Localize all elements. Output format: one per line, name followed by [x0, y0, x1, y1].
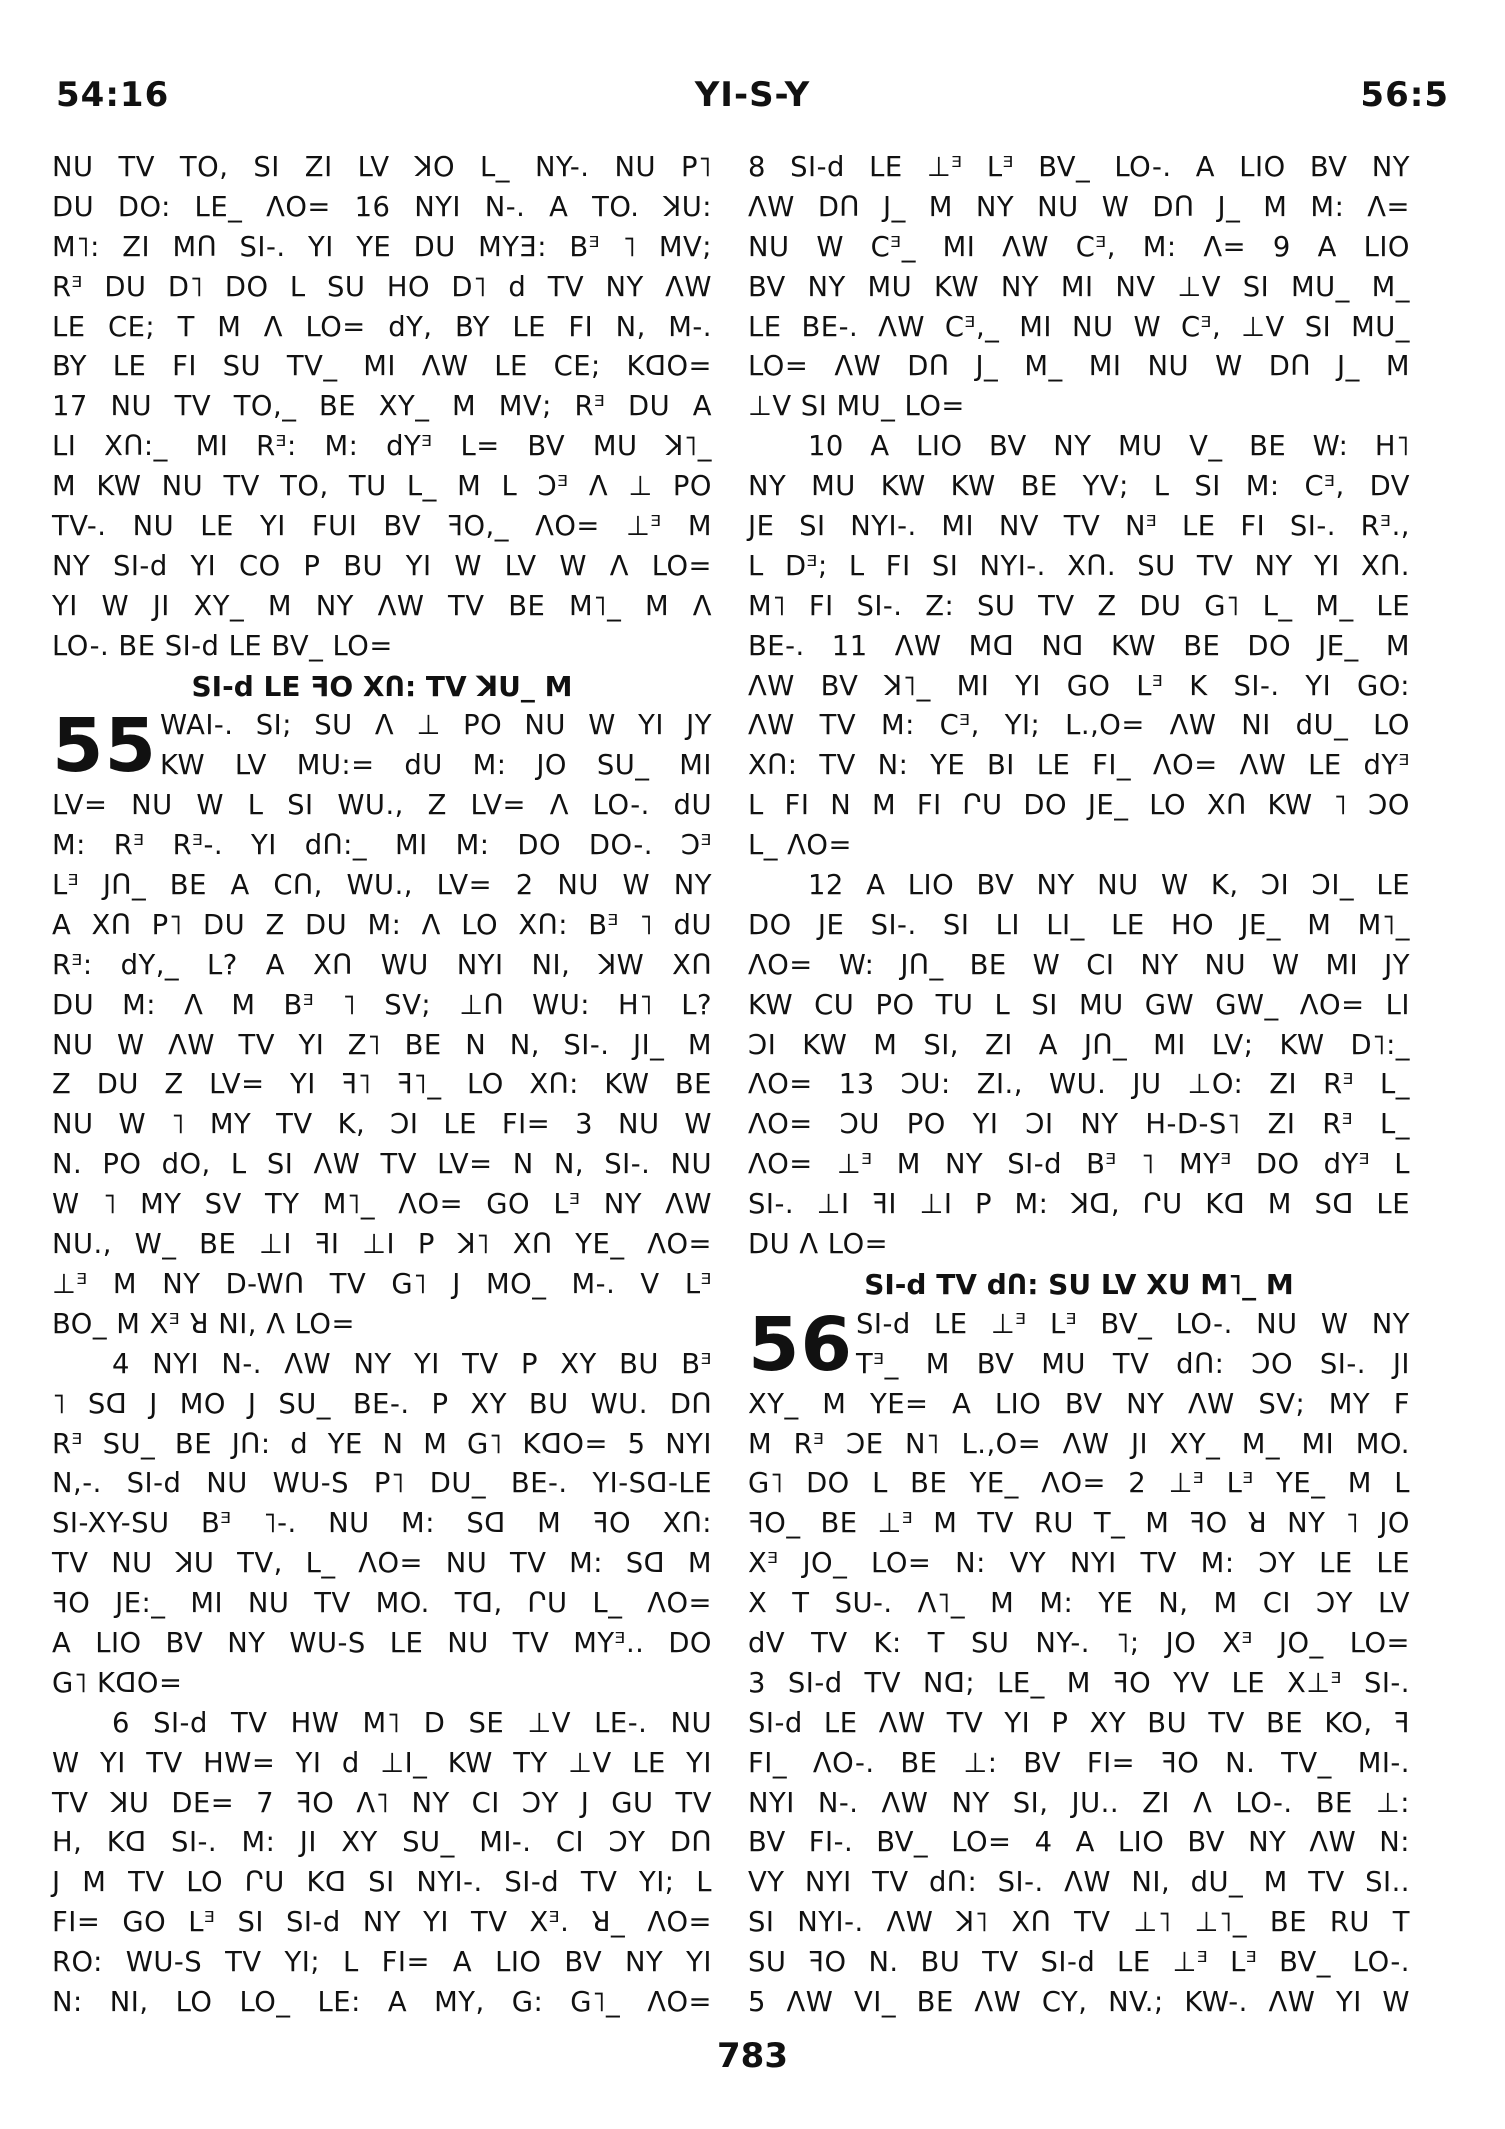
text-line: N: NI, LO LO_ LE: A MY, G: G˥_ ΛO= [52, 1986, 712, 2018]
text-line: M: Rᴲ Rᴲ-. YI dՈ:_ MI M: DO DO-. ꓛᴲ [52, 830, 712, 862]
text-line: BO_ M Xᴲ ꓤ NI, Λ LO= [52, 1308, 355, 1340]
text-line: M KW NU TV TO, TU L_ M L ꓛᴲ Λ ⊥ PO [52, 471, 712, 503]
text-line: L Dᴲ; L FI SI NYI-. XՈ. SU TV NY YI XՈ. [748, 550, 1410, 582]
text-line: Z DU Z LV= YI ꟻ˥ ꟻ˥_ LO XՈ: KW BE [52, 1069, 712, 1101]
text-line: BY LE FI SU TV_ MI ΛW LE CE; KꓷO= [52, 351, 712, 383]
text-line: M˥ FI SI-. Z: SU TV Z DU G˥ L_ M_ LE [748, 590, 1410, 622]
text-line: L_ ΛO= [748, 830, 852, 862]
text-line: NY MU KW KW BE YV; L SI M: Cᴲ, DV [748, 471, 1410, 503]
text-line: BE-. 11 ΛW Mꓷ Nꓷ KW BE DO JE_ M [748, 630, 1410, 662]
text-line: ΛO= ꓛU PO YI ꓛI NY H-D-S˥ ZI Rᴲ L_ [748, 1109, 1410, 1141]
text-line: 10 A LIO BV NY MU V_ BE W: H˥ [808, 431, 1410, 463]
text-line: LE BE-. ΛW Cᴲ,_ MI NU W Cᴲ, ⊥V SI MU_ [748, 311, 1410, 343]
header-verse-start: 54:16 [56, 75, 170, 115]
chapter-56-heading: SI-d TV dՈ: SU LV XU M˥_ M [864, 1267, 1294, 1301]
text-line: SI NYI-. ΛW ꓘ˥ XՈ TV ⊥˥ ⊥˥_ BE RU T [748, 1907, 1410, 1939]
right-text-block-b [748, 1385, 1410, 2023]
text-line: ꟻO JE:_ MI NU TV MO. Tꓷ, ՐU L_ ΛO= [52, 1588, 712, 1620]
text-line: XY_ M YE= A LIO BV NY ΛW SV; MY F [748, 1388, 1410, 1420]
text-line: LO-. BE SI-d LE BV_ LO= [52, 630, 393, 662]
text-line: ˥ Sꓷ J MO J SU_ BE-. P XY BU WU. DՈ [52, 1388, 712, 1420]
text-line: 5 ΛW VI_ BE ΛW CY, NV.; KW-. ΛW YI W [748, 1986, 1410, 2018]
text-line: W YI TV HW= YI d ⊥I_ KW TY ⊥V LE YI [52, 1747, 712, 1779]
text-line: JE SI NYI-. MI NV TV Nᴲ LE FI SI-. Rᴲ., [748, 511, 1410, 543]
text-line: NU W Cᴲ_ MI ΛW Cᴲ, M: Λ= 9 A LIO [748, 231, 1410, 263]
page-number: 783 [717, 2036, 788, 2076]
text-line: A XՈ P˥ DU Z DU M: Λ LO XՈ: Bᴲ ˥ dU [52, 909, 712, 941]
text-line: FI_ ΛO-. BE ⊥: BV FI= ꟻO N. TV_ MI-. [748, 1747, 1410, 1779]
text-line: NU W ΛW TV YI Z˥ BE N N, SI-. JI_ M [52, 1029, 712, 1061]
text-line: ΛW BV ꓘ˥_ MI YI GO Lᴲ K SI-. YI GO: [748, 670, 1410, 702]
text-line: DO JE SI-. SI LI LI_ LE HO JE_ M M˥_ [748, 909, 1410, 941]
text-line: BV FI-. BV_ LO= 4 A LIO BV NY ΛW N: [748, 1827, 1410, 1859]
text-line: Rᴲ SU_ BE JՈ: d YE N M G˥ KꓷO= 5 NYI [52, 1428, 712, 1460]
chapter-55-heading: SI-d LE ꟻO XՈ: TV ꓘU_ M [191, 669, 573, 703]
text-line: SI-XY-SU Bᴲ ˥-. NU M: Sꓷ M ꟻO XՈ: [52, 1508, 712, 1540]
text-line: W ˥ MY SV TY M˥_ ΛO= GO Lᴲ NY ΛW [52, 1189, 712, 1221]
text-line: X T SU-. Λ˥_ M M: YE N, M CI ꓛY LV [748, 1588, 1410, 1620]
right-column [748, 148, 1410, 2023]
text-line: Rᴲ: dY,_ L? A XՈ WU NYI NI, ꓘW XՈ [52, 949, 712, 981]
text-line: H, Kꓷ SI-. M: JI XY SU_ MI-. CI ꓛY DՈ [52, 1827, 712, 1859]
text-line: YI W JI XY_ M NY ΛW TV BE M˥_ M Λ [52, 590, 712, 622]
text-line: LV= NU W L SI WU., Z LV= Λ LO-. dU [52, 790, 712, 822]
text-line: LO= ΛW DՈ J_ M_ MI NU W DՈ J_ M [748, 351, 1410, 383]
left-text-block-b [52, 786, 712, 2023]
text-line: dV TV K: T SU NY-. ˥; JO Xᴲ JO_ LO= [748, 1627, 1410, 1659]
text-line: ⊥ᴲ M NY D-WՈ TV G˥ J MO_ M-. V Lᴲ [52, 1268, 712, 1300]
text-line: RO: WU-S TV YI; L FI= A LIO BV NY YI [52, 1947, 712, 1979]
left-text-block-a [52, 148, 712, 667]
text-line: VY NYI TV dՈ: SI-. ΛW NI, dU_ M TV SI.. [748, 1867, 1410, 1899]
text-line: LI XՈ:_ MI Rᴲ: M: dYᴲ L= BV MU ꓘ˥_ [52, 431, 712, 463]
chapter-56-opening [748, 1301, 1410, 1388]
text-line: ꓛI KW M SI, ZI A JՈ_ MI LV; KW D˥:_ [748, 1029, 1410, 1061]
header-book-title: YI-S-Y [694, 75, 811, 115]
text-line: KW LV MU:= dU M: JO SU_ MI [160, 750, 712, 782]
text-line: ΛO= 13 ꓛU: ZI., WU. JU ⊥O: ZI Rᴲ L_ [748, 1069, 1410, 1101]
running-header [56, 75, 1449, 125]
text-line: NU., W_ BE ⊥I ꟻI ⊥I P ꓘ˥ XՈ YE_ ΛO= [52, 1229, 712, 1261]
text-line: J M TV LO ՐU Kꓷ SI NYI-. SI-d TV YI; L [52, 1867, 712, 1899]
text-line: DU DO: LE_ ΛO= 16 NYI N-. A TO. ꓘU: [52, 191, 712, 223]
text-line: ⊥V SI MU_ LO= [748, 391, 965, 423]
text-line: Tᴲ_ M BV MU TV dՈ: ꓛO SI-. JI [856, 1348, 1410, 1380]
text-line: ΛO= W: JՈ_ BE W CI NY NU W MI JY [748, 949, 1410, 981]
text-line: FI= GO Lᴲ SI SI-d NY YI TV Xᴲ. ꓤ_ ΛO= [52, 1907, 712, 1939]
text-line: NU W ˥ MY TV K, ꓛI LE FI= 3 NU W [52, 1109, 712, 1141]
text-line: SU ꟻO N. BU TV SI-d LE ⊥ᴲ Lᴲ BV_ LO-. [748, 1947, 1410, 1979]
chapter-55-opening [52, 703, 712, 790]
text-line: LE CE; T M Λ LO= dY, BY LE FI N, M-. [52, 311, 712, 343]
text-line: NU TV TO, SI ZI LV ꓘO L_ NY-. NU P˥ [52, 152, 712, 183]
text-line: ΛO= ⊥ᴲ M NY SI-d Bᴲ ˥ MYᴲ DO dYᴲ L [748, 1149, 1410, 1181]
header-verse-end: 56:5 [1360, 75, 1449, 115]
text-line: KW CU PO TU L SI MU GW GW_ ΛO= LI [748, 989, 1410, 1021]
text-line: TV NU ꓘU TV, L_ ΛO= NU TV M: Sꓷ M [52, 1548, 712, 1580]
text-line: L FI N M FI ՐU DO JE_ LO XՈ KW ˥ ꓛO [748, 790, 1410, 822]
text-line: A LIO BV NY WU-S LE NU TV MYᴲ.. DO [52, 1627, 712, 1659]
text-line: 12 A LIO BV NY NU W K, ꓛI ꓛI_ LE [808, 870, 1410, 902]
right-text-block-a [748, 148, 1410, 1265]
text-line: ꟻO_ BE ⊥ᴲ M TV RU T_ M ꟻO ꓤ NY ˥ JO [748, 1508, 1410, 1540]
text-line: NY SI-d YI CO P BU YI W LV W Λ LO= [52, 550, 712, 582]
text-line: SI-d LE ⊥ᴲ Lᴲ BV_ LO-. NU W NY [856, 1308, 1410, 1340]
text-line: 6 SI-d TV HW M˥ D SE ⊥V LE-. NU [112, 1707, 712, 1739]
text-line: 3 SI-d TV Nꓷ; LE_ M ꟻO YV LE X⊥ᴲ SI-. [748, 1667, 1410, 1699]
text-line: G˥ DO L BE YE_ ΛO= 2 ⊥ᴲ Lᴲ YE_ M L [748, 1468, 1410, 1500]
text-line: Rᴲ DU D˥ DO L SU HO D˥ d TV NY ΛW [52, 271, 712, 303]
text-line: 4 NYI N-. ΛW NY YI TV P XY BU Bᴲ [112, 1348, 712, 1380]
text-line: NYI N-. ΛW NY SI, JU.. ZI Λ LO-. BE ⊥: [748, 1787, 1410, 1819]
text-line: XՈ: TV N: YE BI LE FI_ ΛO= ΛW LE dYᴲ [748, 750, 1410, 782]
text-line: SI-. ⊥I ꟻI ⊥I P M: ꓘꓷ, ՐU Kꓷ M Sꓷ LE [748, 1189, 1410, 1221]
text-line: Xᴲ JO_ LO= N: VY NYI TV M: ꓛY LE LE [748, 1548, 1410, 1580]
text-line: N. PO dO, L SI ΛW TV LV= N N, SI-. NU [52, 1149, 712, 1181]
text-line: SI-d LE ΛW TV YI P XY BU TV BE KO, ꟻ [748, 1707, 1410, 1739]
text-line: BV NY MU KW NY MI NV ⊥V SI MU_ M_ [748, 271, 1410, 303]
text-line: TV-. NU LE YI FUI BV ꟻO,_ ΛO= ⊥ᴲ M [52, 511, 712, 543]
text-line: TV ꓘU DE= 7 ꟻO Λ˥ NY CI ꓛY J GU TV [52, 1787, 712, 1819]
text-line: ΛW DՈ J_ M NY NU W DՈ J_ M M: Λ= [748, 191, 1410, 223]
text-line: M Rᴲ ꓛE N˥ L.,O= ΛW JI XY_ M_ MI MO. [748, 1428, 1410, 1460]
text-line: 17 NU TV TO,_ BE XY_ M MV; Rᴲ DU A [52, 391, 712, 423]
text-line: DU Λ LO= [748, 1229, 889, 1261]
text-line: WAI-. SI; SU Λ ⊥ PO NU W YI JY [160, 710, 712, 742]
chapter-number-55: 55 [52, 703, 157, 790]
text-line: N,-. SI-d NU WU-S P˥ DU_ BE-. YI-Sꓷ-LE [52, 1468, 712, 1500]
left-column [52, 148, 712, 2023]
text-line: DU M: Λ M Bᴲ ˥ SV; ⊥Ո WU: H˥ L? [52, 989, 712, 1021]
text-line: ΛW TV M: Cᴲ, YI; L.,O= ΛW NI dU_ LO [748, 710, 1410, 742]
text-line: 8 SI-d LE ⊥ᴲ Lᴲ BV_ LO-. A LIO BV NY [748, 152, 1410, 183]
chapter-number-56: 56 [748, 1301, 853, 1388]
text-line: Lᴲ JՈ_ BE A CՈ, WU., LV= 2 NU W NY [52, 870, 712, 902]
text-line: M˥: ZI MՈ SI-. YI YE DU MYƎ: Bᴲ ˥ MV; [52, 231, 712, 263]
text-line: G˥ KꓷO= [52, 1667, 183, 1699]
